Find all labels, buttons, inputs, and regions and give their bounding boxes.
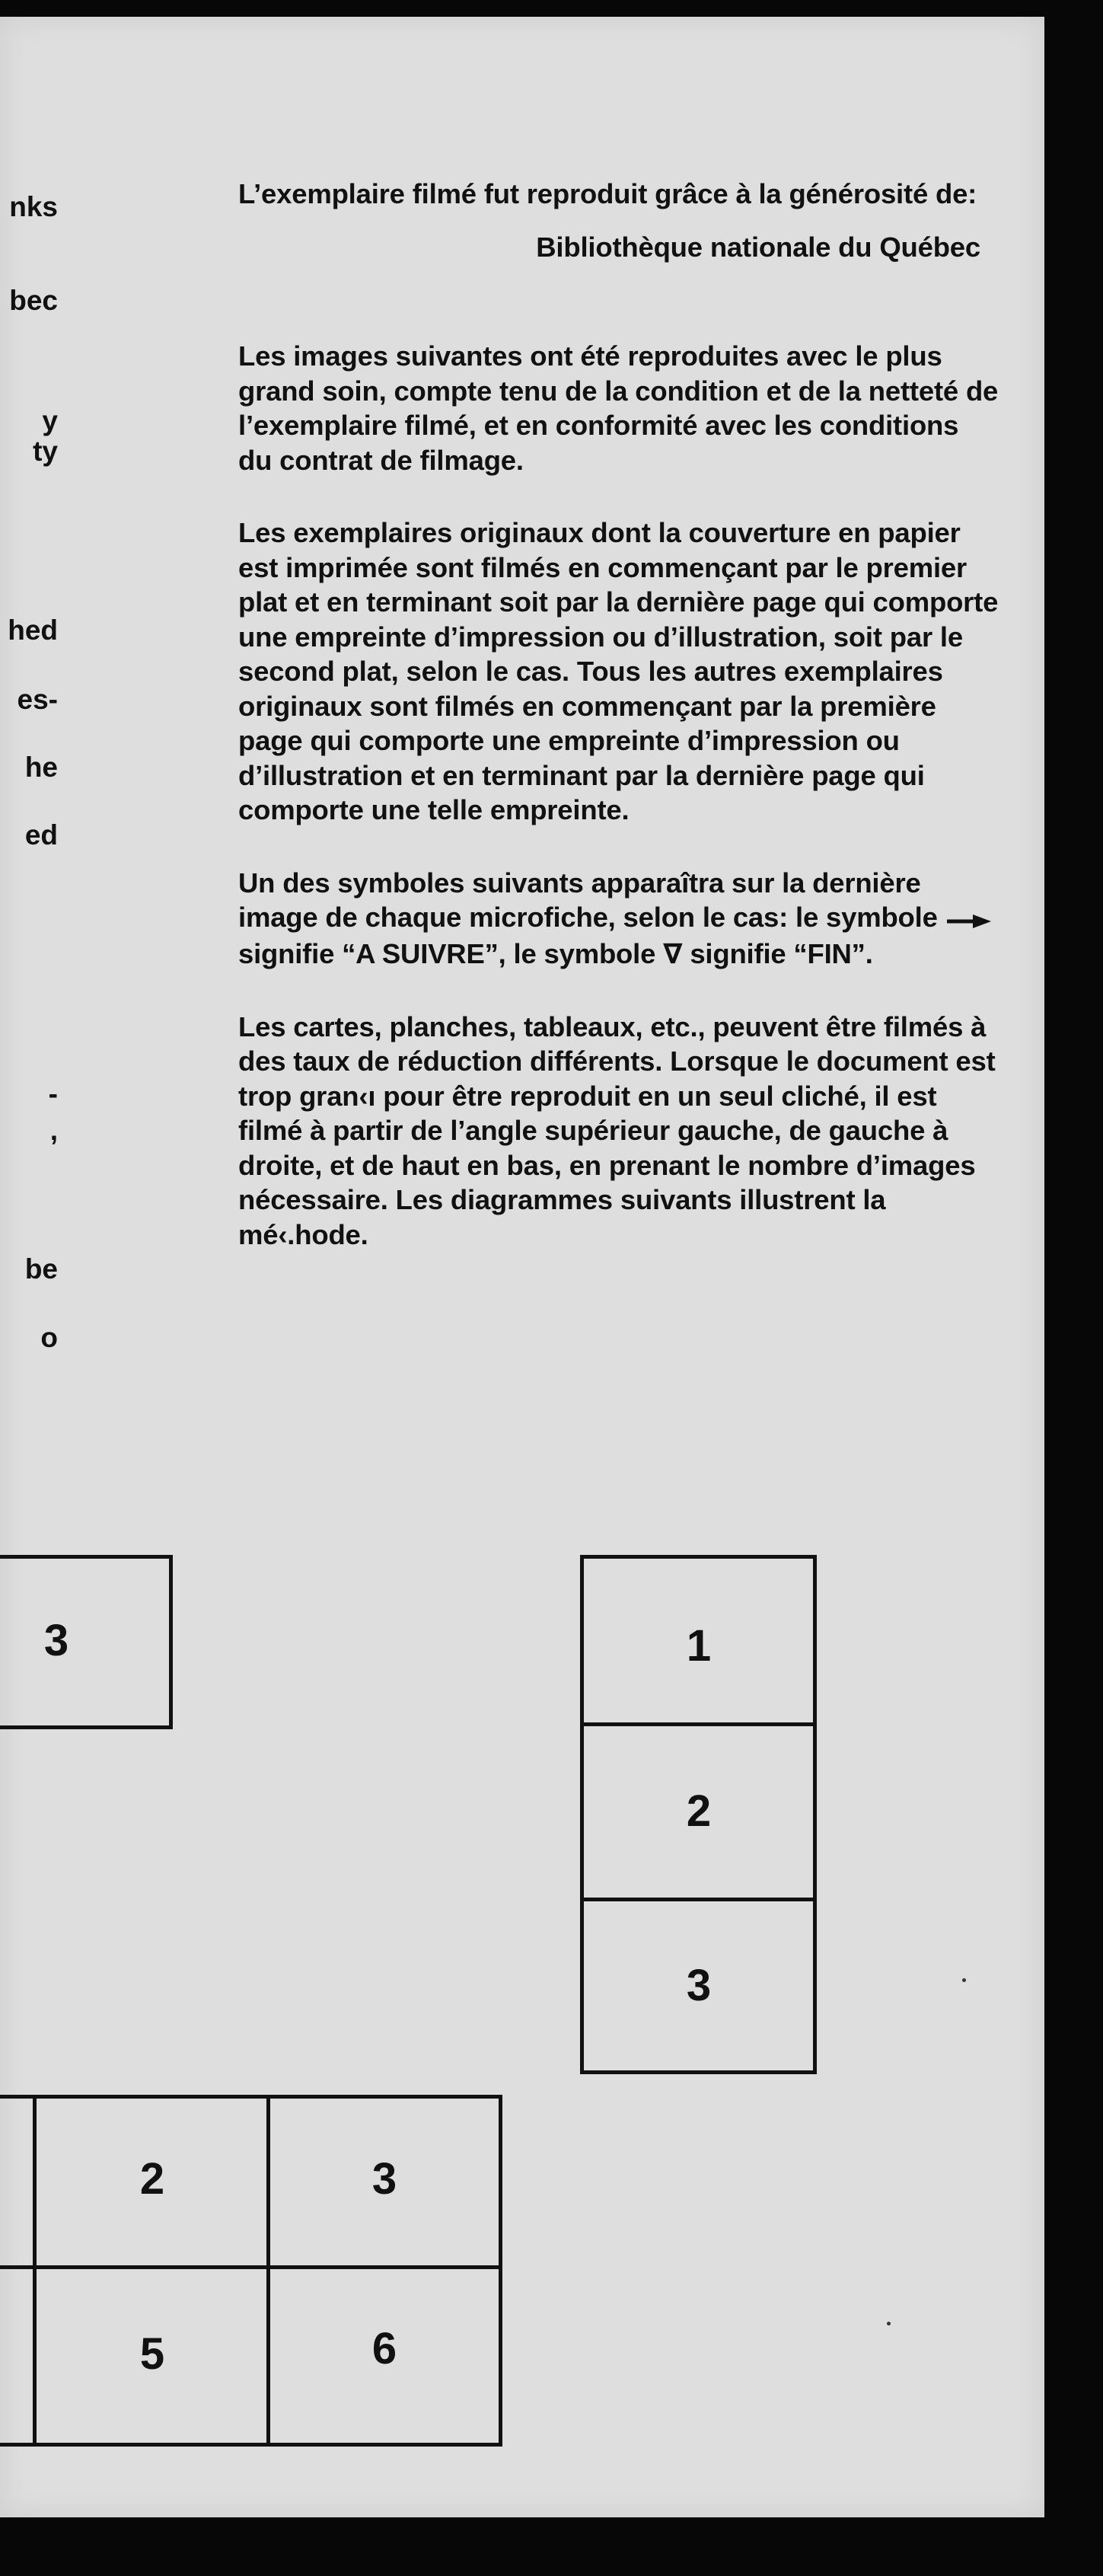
left-fragment: he	[24, 752, 58, 783]
diagram-row-box	[0, 1555, 173, 1729]
diagram-grid-cell-number: 2	[139, 2154, 165, 2204]
left-fragment: nks	[9, 191, 58, 222]
left-fragment: hed	[8, 614, 58, 646]
diagram-row-cell-number: 3	[43, 1616, 69, 1665]
scan-speck	[887, 2322, 891, 2325]
intro-text: L’exemplaire filmé fut reproduit grâce à la générosité de:	[238, 178, 977, 209]
left-fragment: es-	[17, 684, 58, 715]
diagram-column-divider	[580, 1898, 817, 1901]
diagram-column-cell-number: 1	[686, 1621, 712, 1671]
diagram-grid-divider	[266, 2095, 270, 2447]
left-fragment: ,	[49, 1115, 58, 1146]
diagram-grid-divider	[0, 2265, 502, 2269]
main-text-column	[238, 177, 999, 1252]
arrow-symbol-icon	[945, 902, 993, 937]
paragraph-symbols	[238, 866, 999, 972]
left-fragment: be	[24, 1253, 58, 1285]
symbols-text-3: signifie “FIN”.	[682, 938, 873, 970]
diagram-column-cell-number: 3	[686, 1961, 712, 2010]
symbols-text-2: signifie “A SUIVRE”, le symbole	[238, 938, 664, 970]
diagram-column-cell-number: 2	[686, 1786, 712, 1836]
library-name: Bibliothèque nationale du Québec	[536, 231, 980, 263]
triangle-symbol-icon: ∇	[663, 938, 683, 970]
left-fragment: ed	[24, 819, 58, 851]
diagram-grid-divider	[33, 2095, 37, 2447]
left-fragment: -	[48, 1078, 58, 1109]
diagram-grid-box	[0, 2095, 502, 2447]
paragraph-original-copies: Les exemplaires originaux dont la couverture en papier est imprimée sont filmés en commençant par le premier plat et en terminant soit par la dernière page qui comporte une empreinte d’impression ou d’illustration, soit par le second plat, selon le cas. Tous les autres exemplaires originaux sont filmés en commençant par la première page qui comporte une empreinte d’impression ou d’illustration et en terminant par la dernière page qui comporte une telle empreinte.	[238, 517, 999, 825]
diagram-grid-cell-number: 3	[371, 2154, 397, 2204]
paragraph-images-quality: Les images suivantes ont été reproduites avec le plus grand soin, compte tenu de la condition et de la netteté de l’exemplaire filmé, et en conformité avec les conditions du contrat de filmage.	[238, 340, 999, 476]
diagram-column-divider	[580, 1722, 817, 1726]
diagram-grid-cell-number: 5	[139, 2329, 165, 2379]
left-fragment: ty	[33, 436, 58, 467]
diagram-grid-cell-number: 6	[371, 2324, 397, 2373]
symbols-text-1: Un des symboles suivants apparaîtra sur la dernière image de chaque microfiche, selon le cas: le symbole	[238, 867, 945, 933]
left-fragment: y	[42, 405, 58, 436]
paragraph-maps-method: Les cartes, planches, tableaux, etc., peuvent être filmés à des taux de réduction différents. Lorsque le document est trop gran‹ı pour être reproduit en un seul cliché, il est filmé à partir de l’angle supérieur gauche, de gauche à droite, et de haut en bas, en prenant le nombre d’images nécessaire. Les diagrammes suivants illustrent la mé‹.hode.	[238, 1010, 996, 1250]
left-fragment: o	[40, 1322, 58, 1353]
scan-speck	[962, 1978, 966, 1982]
left-fragment: bec	[9, 285, 58, 316]
